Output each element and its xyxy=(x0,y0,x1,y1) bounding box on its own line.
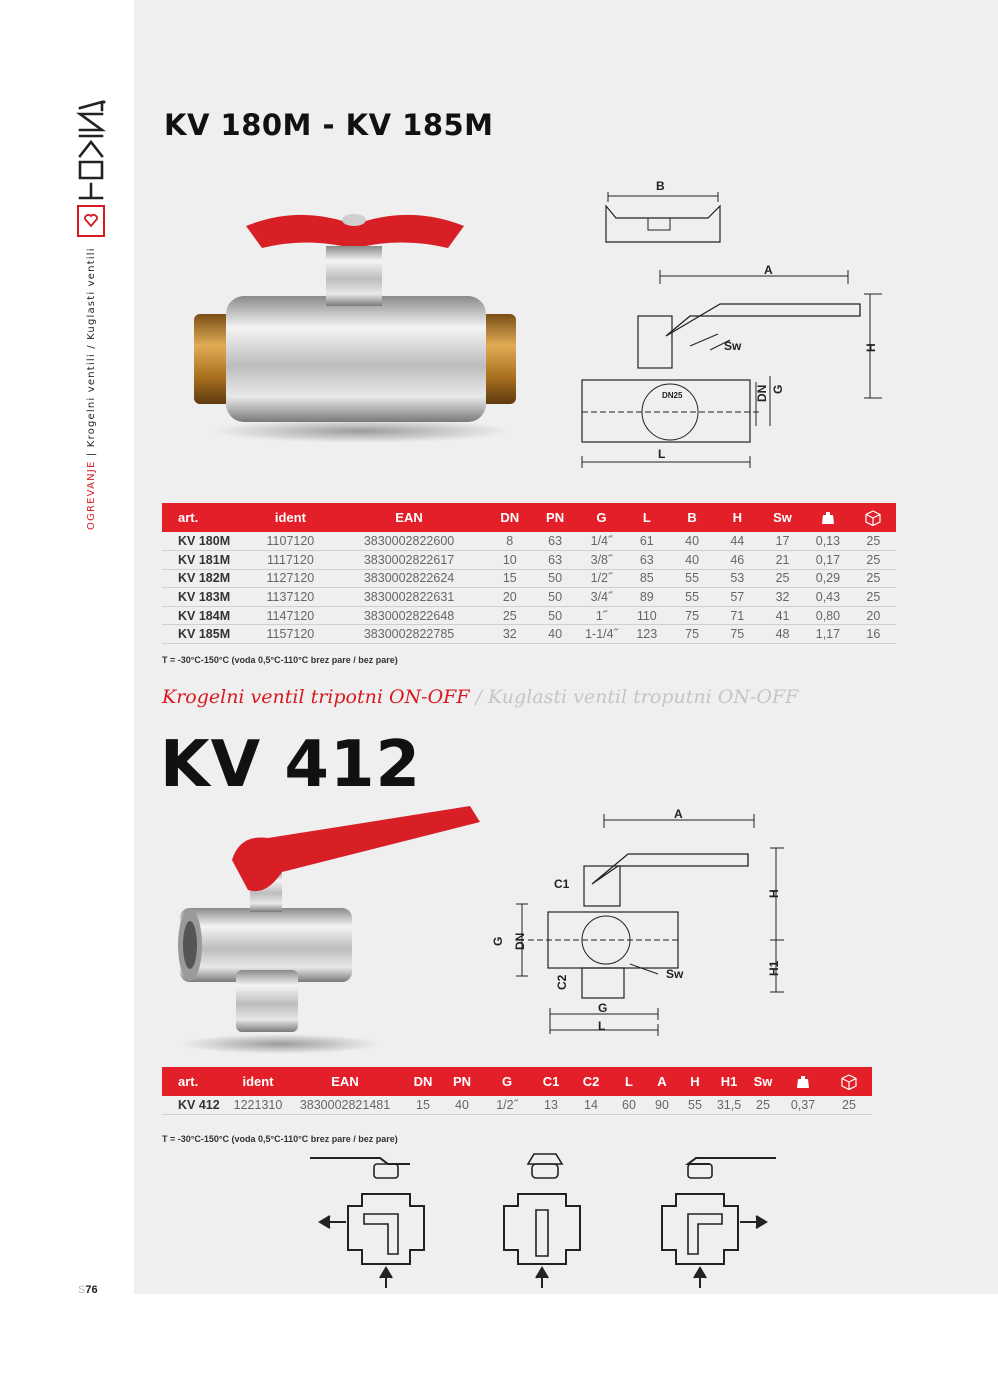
dim-label-c2: C2 xyxy=(555,974,569,990)
side-label-separator: | xyxy=(86,447,97,461)
table-cell: 1137120 xyxy=(251,588,330,607)
col-h: H xyxy=(690,1074,700,1089)
table-cell: 13 xyxy=(532,1096,570,1115)
dim-label-sw: Sw xyxy=(724,339,742,353)
table-cell: 63 xyxy=(624,551,669,570)
brand-logo xyxy=(76,100,106,240)
table-cell: 3830002822648 xyxy=(330,606,488,625)
table-cell: 57 xyxy=(715,588,760,607)
col-c2: C2 xyxy=(582,1074,600,1089)
table-row xyxy=(162,1096,872,1115)
side-strip xyxy=(0,0,134,1294)
table-cell: 1-1/4˝ xyxy=(579,625,624,644)
dim-label-sw: Sw xyxy=(666,967,684,981)
table-cell: KV 184M xyxy=(162,606,251,625)
col-b: B xyxy=(687,510,697,525)
dim-label-l: L xyxy=(598,1019,606,1033)
table-cell: 123 xyxy=(624,625,669,644)
table-cell: 90 xyxy=(646,1096,678,1115)
table-cell: KV 412 xyxy=(162,1096,230,1115)
dim-label-g-bottom: G xyxy=(598,1001,608,1015)
table-cell: 1/4˝ xyxy=(579,532,624,551)
table-cell: 25 xyxy=(760,569,805,588)
table-cell: 89 xyxy=(624,588,669,607)
table-header-row xyxy=(162,1067,872,1096)
table-cell: 25 xyxy=(746,1096,780,1115)
section2-subtitle xyxy=(162,686,798,708)
table-cell: 20 xyxy=(851,606,896,625)
table-cell: 1157120 xyxy=(251,625,330,644)
table-cell: 110 xyxy=(624,606,669,625)
section2-title: KV 412 xyxy=(160,728,421,802)
table-cell: 60 xyxy=(612,1096,646,1115)
table-cell: 61 xyxy=(624,532,669,551)
table-cell: 1107120 xyxy=(251,532,330,551)
dim-label-dn: DN xyxy=(513,932,527,950)
section1-temperature-note: T = -30°C-150°C (voda 0,5°C-110°C brez pare / bez pare) xyxy=(162,655,398,665)
table-cell: 0,17 xyxy=(805,551,850,570)
table-cell: 50 xyxy=(531,569,578,588)
table-cell: 1/2˝ xyxy=(579,569,624,588)
section1-spec-table xyxy=(162,503,896,644)
table-row xyxy=(162,532,896,551)
weight-icon xyxy=(821,511,835,525)
table-row xyxy=(162,606,896,625)
col-a: A xyxy=(657,1074,667,1089)
table-cell: 71 xyxy=(715,606,760,625)
dim-label-l: L xyxy=(658,447,666,461)
table-cell: 1˝ xyxy=(579,606,624,625)
table-cell: 0,29 xyxy=(805,569,850,588)
table-cell: 85 xyxy=(624,569,669,588)
col-ean: EAN xyxy=(331,1074,359,1089)
table-cell: 44 xyxy=(715,532,760,551)
three-way-valve-dimension-drawing xyxy=(488,804,788,1050)
dim-label-g: G xyxy=(491,936,505,946)
col-l: L xyxy=(625,1074,633,1089)
table-cell: 0,37 xyxy=(780,1096,826,1115)
table-cell: KV 181M xyxy=(162,551,251,570)
col-art: art. xyxy=(178,1074,199,1089)
col-c1: C1 xyxy=(542,1074,560,1089)
subtitle-croatian: / Kuglasti ventil troputni ON-OFF xyxy=(469,686,799,708)
table-cell: 15 xyxy=(404,1096,442,1115)
table-cell: 3830002822631 xyxy=(330,588,488,607)
table-cell: 10 xyxy=(488,551,531,570)
table-cell: 53 xyxy=(715,569,760,588)
dim-label-h: H xyxy=(864,343,878,352)
box-icon xyxy=(841,1074,857,1090)
table-cell: 48 xyxy=(760,625,805,644)
table-cell: 1,17 xyxy=(805,625,850,644)
table-cell: 1117120 xyxy=(251,551,330,570)
flow-diagram-center xyxy=(504,1154,580,1288)
table-cell: 1127120 xyxy=(251,569,330,588)
table-cell: 1/2˝ xyxy=(482,1096,532,1115)
box-icon xyxy=(865,510,881,526)
dim-label-dn: DN xyxy=(755,384,769,402)
section2-temperature-note: T = -30°C-150°C (voda 0,5°C-110°C brez pare / bez pare) xyxy=(162,1134,398,1144)
table-cell: 3830002822600 xyxy=(330,532,488,551)
dim-label-a: A xyxy=(674,807,683,821)
dim-label-g: G xyxy=(771,384,785,394)
table-cell: 21 xyxy=(760,551,805,570)
col-art: art. xyxy=(178,510,199,525)
table-cell: 63 xyxy=(531,532,578,551)
page-number-value: 76 xyxy=(85,1284,98,1296)
table-cell: 40 xyxy=(669,551,714,570)
table-cell: 41 xyxy=(760,606,805,625)
dim-label-c1: C1 xyxy=(554,877,570,891)
table-cell: 40 xyxy=(442,1096,482,1115)
dim-label-a: A xyxy=(764,263,773,277)
col-ean: EAN xyxy=(395,510,423,525)
table-cell: 15 xyxy=(488,569,531,588)
table-cell: 1221310 xyxy=(230,1096,286,1115)
side-category-label xyxy=(86,247,97,530)
weight-icon xyxy=(796,1075,810,1089)
table-cell: 50 xyxy=(531,588,578,607)
table-cell: KV 182M xyxy=(162,569,251,588)
table-cell: 0,43 xyxy=(805,588,850,607)
flow-diagram-right xyxy=(662,1158,776,1288)
table-cell: 75 xyxy=(669,606,714,625)
col-g: G xyxy=(501,1074,513,1089)
col-l: L xyxy=(642,510,651,525)
side-label-category: OGREVANJE xyxy=(86,460,97,530)
col-weight xyxy=(780,1067,826,1096)
col-sw: Sw xyxy=(773,510,792,525)
table-cell: 3/4˝ xyxy=(579,588,624,607)
col-h: H xyxy=(732,510,742,525)
table-cell: 75 xyxy=(715,625,760,644)
table-cell: 63 xyxy=(531,551,578,570)
table-cell: 40 xyxy=(531,625,578,644)
table-cell: 25 xyxy=(851,569,896,588)
dim-label-h: H xyxy=(767,889,781,898)
table-cell: 20 xyxy=(488,588,531,607)
three-way-valve-photo xyxy=(170,800,490,1060)
col-g: G xyxy=(596,510,607,525)
side-label-subcategory: Krogelni ventili / Kuglasti ventili xyxy=(86,247,97,448)
table-cell: 55 xyxy=(678,1096,712,1115)
table-cell: 3830002822785 xyxy=(330,625,488,644)
table-cell: 31,5 xyxy=(712,1096,746,1115)
table-cell: 75 xyxy=(669,625,714,644)
table-cell: 3830002822624 xyxy=(330,569,488,588)
table-cell: 25 xyxy=(826,1096,872,1115)
subtitle-slovenian: Krogelni ventil tripotni ON-OFF xyxy=(162,686,470,708)
table-cell: 3/8˝ xyxy=(579,551,624,570)
page-prefix: S xyxy=(78,1284,86,1296)
ball-valve-photo xyxy=(186,186,526,446)
body-marking: DN25 xyxy=(662,391,683,400)
table-cell: 8 xyxy=(488,532,531,551)
col-h1: H1 xyxy=(720,1074,738,1089)
table-cell: 50 xyxy=(531,606,578,625)
table-cell: 55 xyxy=(669,588,714,607)
col-package xyxy=(851,503,896,532)
table-cell: KV 185M xyxy=(162,625,251,644)
col-ident: ident xyxy=(274,510,306,525)
valve-dimension-drawing xyxy=(570,176,890,472)
table-cell: KV 183M xyxy=(162,588,251,607)
col-sw: Sw xyxy=(753,1074,773,1089)
flow-position-diagrams xyxy=(300,1150,790,1294)
table-cell: 3830002822617 xyxy=(330,551,488,570)
col-dn: DN xyxy=(500,510,520,525)
table-row xyxy=(162,551,896,570)
col-pn: PN xyxy=(452,1074,472,1089)
table-cell: 25 xyxy=(488,606,531,625)
col-pn: PN xyxy=(546,510,565,525)
table-cell: 40 xyxy=(669,532,714,551)
table-cell: 0,80 xyxy=(805,606,850,625)
table-row xyxy=(162,588,896,607)
table-cell: 25 xyxy=(851,551,896,570)
col-ident: ident xyxy=(242,1074,274,1089)
dim-label-h1: H1 xyxy=(767,960,781,976)
page-number xyxy=(78,1284,98,1296)
table-cell: 1147120 xyxy=(251,606,330,625)
table-cell: 55 xyxy=(669,569,714,588)
section2-spec-table xyxy=(162,1067,872,1115)
dim-label-b: B xyxy=(656,179,665,193)
table-header-row xyxy=(162,503,896,532)
table-cell: 0,13 xyxy=(805,532,850,551)
col-package xyxy=(826,1067,872,1096)
section1-title: KV 180M - KV 185M xyxy=(164,108,494,142)
table-cell: KV 180M xyxy=(162,532,251,551)
table-cell: 17 xyxy=(760,532,805,551)
flow-diagram-left xyxy=(310,1158,424,1288)
table-row xyxy=(162,569,896,588)
table-cell: 3830002821481 xyxy=(286,1096,404,1115)
table-cell: 46 xyxy=(715,551,760,570)
table-cell: 25 xyxy=(851,532,896,551)
col-weight xyxy=(805,503,850,532)
table-cell: 25 xyxy=(851,588,896,607)
table-cell: 32 xyxy=(760,588,805,607)
table-cell: 14 xyxy=(570,1096,612,1115)
table-cell: 16 xyxy=(851,625,896,644)
table-row xyxy=(162,625,896,644)
table-cell: 32 xyxy=(488,625,531,644)
col-dn: DN xyxy=(413,1074,433,1089)
